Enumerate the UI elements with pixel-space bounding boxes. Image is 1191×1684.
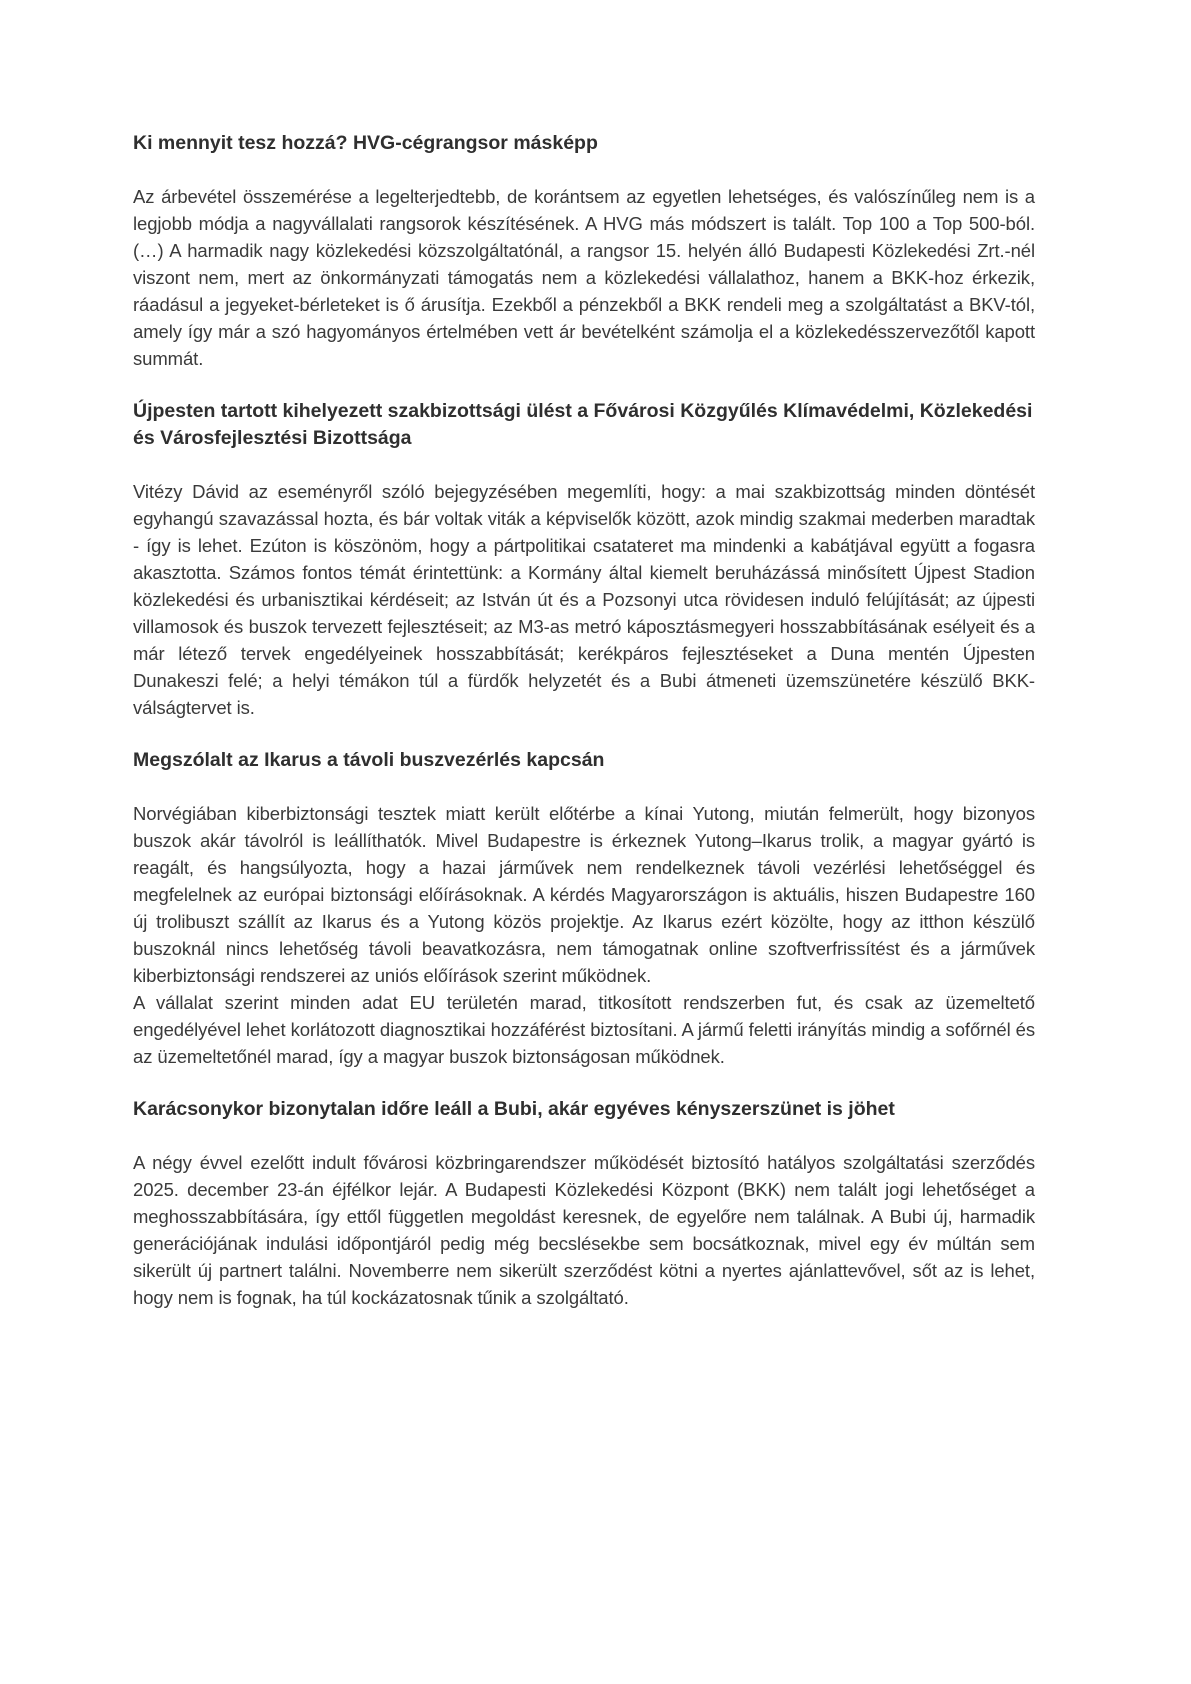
section-heading: Ki mennyit tesz hozzá? HVG-cégrangsor másképp: [133, 132, 598, 154]
section-bubi-leallas: [133, 1096, 1035, 1311]
document-content: [133, 130, 1035, 1337]
section-paragraph: Az árbevétel összemérése a legelterjedtebb, de korántsem az egyetlen lehetséges, és valószínűleg nem is a legjobb módja a nagyvállalati rangsorok készítésének. A HVG más módszert is talált. Top 100 a Top 500-ból. (…) A harmadik nagy közlekedési közszolgáltatónál, a rangsor 15. helyén álló Budapesti Közlekedési Zrt.-nél viszont nem, mert az önkormányzati támogatás nem a közlekedési vállalathoz, hanem a BKK-hoz érkezik, ráadásul a jegyeket-bérleteket is ő árusítja. Ezekből a pénzekből a BKK rendeli meg a szolgáltatást a BKV-tól, amely így már a szó hagyományos értelmében vett ár bevételként számolja el a közlekedésszervezőtől kapott summát.: [133, 186, 1035, 369]
section-paragraph: A vállalat szerint minden adat EU területén marad, titkosított rendszerben fut, és csak az üzemeltető engedélyével lehet korlátozott diagnosztikai hozzáférést biztosítani. A jármű feletti irányítás mindig a sofőrnél és az üzemeltetőnél marad, így a magyar buszok biztonságosan működnek.: [133, 992, 1035, 1067]
section-paragraph: Norvégiában kiberbiztonsági tesztek miatt került előtérbe a kínai Yutong, miután felmerült, hogy bizonyos buszok akár távolról is leállíthatók. Mivel Budapestre is érkeznek Yutong–Ikarus trolik, a magyar gyártó is reagált, és hangsúlyozta, hogy a hazai járművek nem rendelkeznek távoli vezérlési lehetőséggel és megfelelnek az európai biztonsági előírásoknak. A kérdés Magyarországon is aktuális, hiszen Budapestre 160 új trolibuszt szállít az Ikarus és a Yutong közös projektje. Az Ikarus ezért közölte, hogy az itthon készülő buszoknál nincs lehetőség távoli beavatkozásra, nem támogatnak online szoftverfrissítést és a járművek kiberbiztonsági rendszerei az uniós előírások szerint működnek.: [133, 803, 1035, 986]
section-heading: Újpesten tartott kihelyezett szakbizottsági ülést a Fővárosi Közgyűlés Klímavédelmi, Közlekedési és Városfejlesztési Bizottsága: [133, 400, 1033, 449]
section-hvg-cegrangsor: [133, 130, 1035, 372]
section-heading: Megszólalt az Ikarus a távoli buszvezérlés kapcsán: [133, 749, 605, 771]
section-ujpest-szakbizottsag: [133, 398, 1035, 721]
section-ikarus-buszvezerles: [133, 747, 1035, 1070]
section-heading: Karácsonykor bizonytalan időre leáll a Bubi, akár egyéves kényszerszünet is jöhet: [133, 1098, 895, 1120]
section-paragraph: Vitézy Dávid az eseményről szóló bejegyzésében megemlíti, hogy: a mai szakbizottság minden döntését egyhangú szavazással hozta, és bár voltak viták a képviselők között, azok mindig szakmai mederben maradtak - így is lehet. Ezúton is köszönöm, hogy a pártpolitikai csatateret ma mindenki a kabátjával együtt a fogasra akasztotta. Számos fontos témát érintettünk: a Kormány által kiemelt beruházássá minősített Újpest Stadion közlekedési és urbanisztikai kérdéseit; az István út és a Pozsonyi utca rövidesen induló felújítását; az újpesti villamosok és buszok tervezett fejlesztéseit; az M3-as metró káposztásmegyeri hosszabbításának esélyeit és a már létező tervek engedélyeinek hosszabbítását; kerékpáros fejlesztéseket a Duna mentén Újpesten Dunakeszi felé; a helyi témákon túl a fürdők helyzetét és a Bubi átmeneti üzemszünetére készülő BKK-válságtervet is.: [133, 481, 1035, 718]
section-paragraph: A négy évvel ezelőtt indult fővárosi közbringarendszer működését biztosító hatályos szolgáltatási szerződés 2025. december 23-án éjfélkor lejár. A Budapesti Közlekedési Központ (BKK) nem talált jogi lehetőséget a meghosszabbítására, így ettől független megoldást keresnek, de egyelőre nem találnak. A Bubi új, harmadik generációjának indulási időpontjáról pedig még becslésekbe sem bocsátkoznak, mivel egy év múltán sem sikerült új partnert találni. Novemberre nem sikerült szerződést kötni a nyertes ajánlattevővel, sőt az is lehet, hogy nem is fognak, ha túl kockázatosnak tűnik a szolgáltató.: [133, 1152, 1035, 1308]
